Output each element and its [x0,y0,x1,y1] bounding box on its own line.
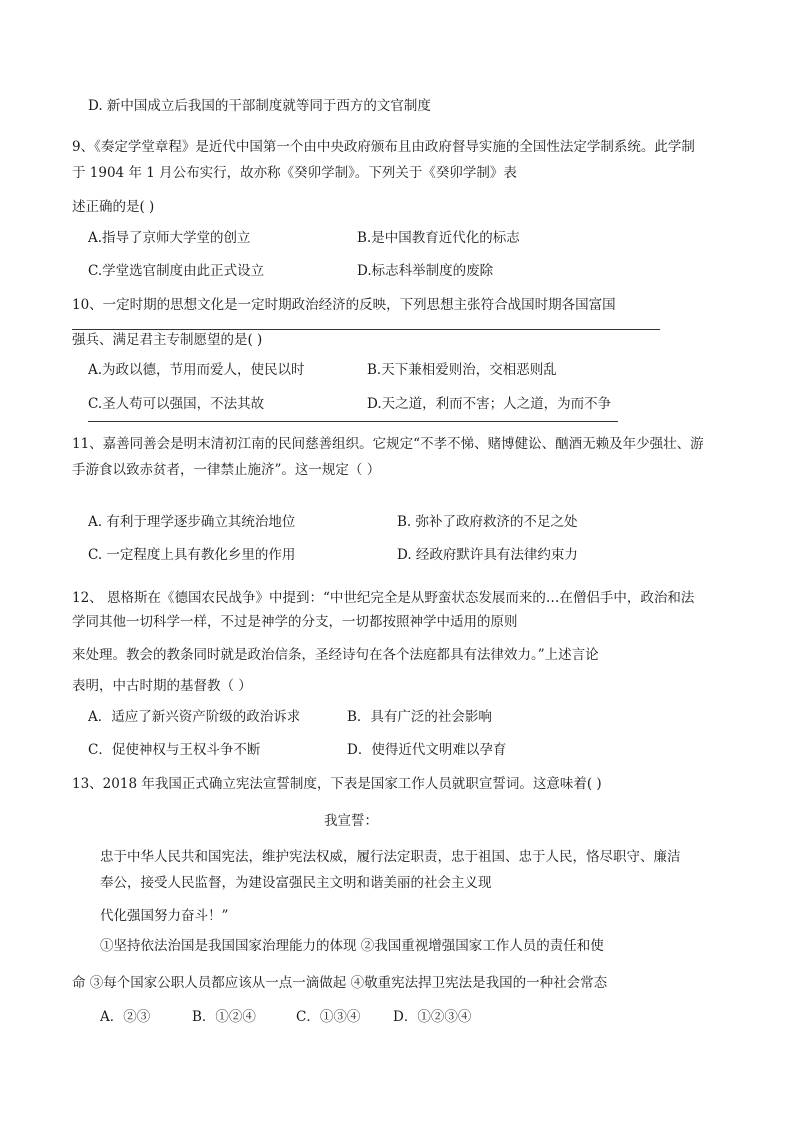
q9-option-b: B.是中国教育近代化的标志 [357,230,520,246]
q12-option-b: B．具有广泛的社会影响 [347,709,492,725]
q12-stem-line3: 来处理。教会的教条同时就是政治信条，圣经诗句在各个法庭都具有法律效力。”上述言论 [72,647,599,663]
q11-stem-line2: 手游食以致赤贫者，一律禁止施济”。这一规定（ ） [72,462,381,478]
q12-stem-line4: 表明，中古时期的基督教（ ） [72,678,252,694]
q13-item-line1: ①坚持依法治国是我国国家治理能力的体现 ②我国重视增强国家工作人员的责任和使 [100,938,604,954]
q10-separator [88,421,618,422]
q13-oath-title: 我宣誓： [324,813,378,829]
q12-option-d: D．使得近代文明难以孕育 [347,742,507,758]
q9-option-c: C.学堂选官制度由此正式设立 [88,263,265,279]
q13-option-c: C．①③④ [296,1009,361,1025]
q10-stem-line1: 10、一定时期的思想文化是一定时期政治经济的反映，下列思想主张符合战国时期各国富国 [72,297,616,313]
q13-oath-line2: 奉公，接受人民监督，为建设富强民主文明和谐美丽的社会主义现 [100,875,492,891]
q12-option-c: C．促使神权与王权斗争不断 [88,742,261,758]
q11-option-b: B. 弥补了政府救济的不足之处 [397,514,578,530]
q10-option-c: C.圣人苟可以强国，不法其故 [88,396,265,412]
q11-option-d: D. 经政府默许具有法律约束力 [397,547,578,563]
q11-stem-line1: 11、嘉善同善会是明末清初江南的民间慈善组织。它规定“不孝不悌、赌博健讼、酗酒无赖及年少强壮、游 [72,436,704,452]
q12-stem-line1: 12、 恩格斯在《德国农民战争》中提到：“中世纪完全是从野蛮状态发展而来的…在僧侣手中，政治和法 [72,590,695,606]
q13-option-d: D．①②③④ [393,1009,472,1025]
q9-option-a: A.指导了京师大学堂的创立 [88,230,251,246]
q10-option-d: D.天之道，利而不害；人之道，为而不争 [367,396,612,412]
q13-option-b: B．①②④ [192,1009,256,1025]
q10-stem-line2: 强兵、满足君主专制愿望的是( ) [72,332,263,348]
q10-option-a: A.为政以德，节用而爱人，使民以时 [88,362,305,378]
q13-option-a: A．②③ [100,1009,151,1025]
q10-underline [72,329,660,330]
q13-stem-line1: 13、2018 年我国正式确立宪法宣誓制度，下表是国家工作人员就职宣誓词。这意味着( ) [72,776,602,792]
q9-stem-line3: 述正确的是( ) [72,199,155,215]
q11-option-a: A. 有利于理学逐步确立其统治地位 [88,514,296,530]
q11-option-c: C. 一定程度上具有教化乡里的作用 [88,547,296,563]
q13-oath-line1: 忠于中华人民共和国宪法，维护宪法权威，履行法定职责，忠于祖国、忠于人民，恪尽职守、廉洁 [100,849,681,865]
q9-stem-line1: 9、《奏定学堂章程》是近代中国第一个由中央政府颁布且由政府督导实施的全国性法定学制系统。此学制 [72,139,695,155]
q12-option-a: A．适应了新兴资产阶级的政治诉求 [88,709,301,725]
q9-stem-line2: 于 1904 年 1 月公布实行，故亦称《癸卯学制》。下列关于《癸卯学制》表 [72,165,517,181]
q12-stem-line2: 学同其他一切科学一样，不过是神学的分支，一切都按照神学中适用的原则 [72,614,518,630]
q13-oath-line3: 代化强国努力奋斗！” [100,908,229,924]
q10-option-b: B.天下兼相爱则治，交相恶则乱 [367,362,557,378]
q8-option-d: D. 新中国成立后我国的干部制度就等同于西方的文官制度 [88,98,431,114]
q9-option-d: D.标志科举制度的废除 [357,263,494,279]
q13-item-line2: 命 ③每个国家公职人员都应该从一点一滴做起 ④敬重宪法捍卫宪法是我国的一种社会常态 [72,975,608,991]
